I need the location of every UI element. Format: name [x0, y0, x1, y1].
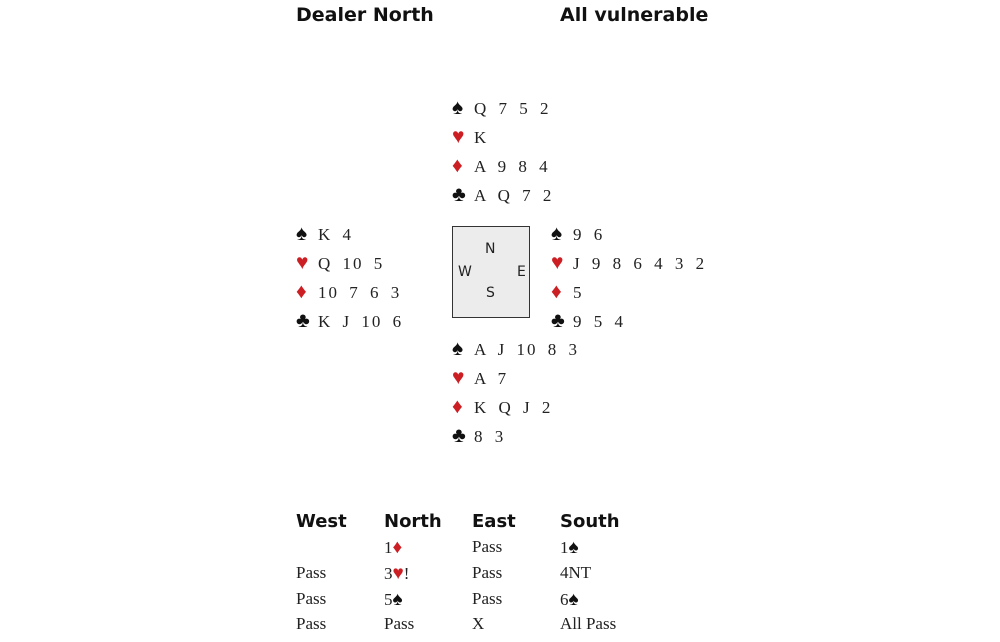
bid-south-4: [560, 614, 616, 634]
bid-text: Pass: [384, 614, 415, 633]
west-diamonds: [296, 278, 403, 307]
bid-south-1: [560, 537, 579, 559]
spade-icon: ♠: [392, 589, 403, 610]
south-clubs: [452, 422, 579, 451]
bid-text: Pass: [296, 589, 327, 608]
west-hand: [296, 220, 403, 336]
south-clubs-cards: 8 3: [474, 427, 506, 446]
heart-icon: ♥: [296, 250, 309, 274]
bid-west-3: [296, 589, 326, 609]
east-clubs: [551, 307, 706, 336]
auction-header-south: South: [560, 511, 620, 532]
bid-alert-mark: !: [403, 564, 410, 583]
east-hearts-cards: J 9 8 6 4 3 2: [573, 254, 707, 273]
compass-east: E: [517, 264, 526, 280]
bid-west-2: [296, 563, 326, 583]
north-hearts-cards: K: [474, 128, 489, 147]
heart-icon: ♥: [452, 124, 465, 148]
diamond-icon: ♦: [296, 279, 307, 303]
heart-icon: ♥: [551, 250, 564, 274]
club-icon: ♣: [452, 182, 466, 206]
diamond-icon: ♦: [452, 153, 463, 177]
bid-text: Pass: [296, 563, 327, 582]
spade-icon: ♠: [568, 537, 579, 558]
south-diamonds-cards: K Q J 2: [474, 398, 553, 417]
west-hearts: [296, 249, 403, 278]
east-diamonds: [551, 278, 706, 307]
east-spades-cards: 9 6: [573, 225, 605, 244]
bid-text: X: [472, 614, 485, 633]
bid-text: 1: [560, 538, 569, 557]
spade-icon: ♠: [551, 221, 563, 245]
west-clubs-cards: K J 10 6: [318, 312, 404, 331]
south-hearts-cards: A 7: [474, 369, 509, 388]
north-hand: [452, 94, 553, 210]
heart-icon: ♥: [452, 365, 465, 389]
bid-text: Pass: [472, 563, 503, 582]
spade-icon: ♠: [568, 589, 579, 610]
south-diamonds: [452, 393, 579, 422]
north-diamonds: [452, 152, 553, 181]
bid-text: 5: [384, 590, 393, 609]
north-diamonds-cards: A 9 8 4: [474, 157, 550, 176]
compass-south: S: [486, 285, 495, 301]
bid-text: 1: [384, 538, 393, 557]
auction-header-east: East: [472, 511, 516, 532]
dealer-label: Dealer North: [296, 4, 434, 26]
west-spades: [296, 220, 403, 249]
bid-east-4: [472, 614, 484, 634]
bid-text: Pass: [472, 589, 503, 608]
diamond-icon: ♦: [452, 394, 463, 418]
west-clubs: [296, 307, 403, 336]
auction-header-north: North: [384, 511, 442, 532]
compass-north: N: [485, 241, 496, 257]
spade-icon: ♠: [452, 336, 464, 360]
auction-header-west: West: [296, 511, 347, 532]
vulnerability-label: All vulnerable: [560, 4, 709, 26]
bid-south-2: [560, 563, 591, 583]
east-spades: [551, 220, 706, 249]
east-clubs-cards: 9 5 4: [573, 312, 625, 331]
bid-east-3: [472, 589, 502, 609]
bid-text: 6: [560, 590, 569, 609]
west-spades-cards: K 4: [318, 225, 354, 244]
east-hand: [551, 220, 706, 336]
spade-icon: ♠: [296, 221, 308, 245]
compass-west: W: [458, 264, 472, 280]
bid-text: All Pass: [560, 614, 617, 633]
bid-north-2: [384, 563, 409, 585]
west-diamonds-cards: 10 7 6 3: [318, 283, 402, 302]
east-hearts: [551, 249, 706, 278]
bid-text: 4NT: [560, 563, 592, 582]
south-hand: [452, 335, 579, 451]
bid-text: Pass: [296, 614, 327, 633]
bid-text: 3: [384, 564, 393, 583]
north-hearts: [452, 123, 553, 152]
compass-box: [452, 226, 530, 318]
east-diamonds-cards: 5: [573, 283, 584, 302]
south-spades: [452, 335, 579, 364]
north-spades-cards: Q 7 5 2: [474, 99, 551, 118]
north-spades: [452, 94, 553, 123]
bid-south-3: [560, 589, 579, 611]
west-hearts-cards: Q 10 5: [318, 254, 385, 273]
bid-west-4: [296, 614, 326, 634]
club-icon: ♣: [296, 308, 310, 332]
heart-icon: ♥: [392, 563, 404, 584]
club-icon: ♣: [551, 308, 565, 332]
spade-icon: ♠: [452, 95, 464, 119]
bid-north-4: [384, 614, 414, 634]
bid-east-1: [472, 537, 502, 557]
diamond-icon: ♦: [392, 537, 403, 558]
north-clubs: [452, 181, 553, 210]
diamond-icon: ♦: [551, 279, 562, 303]
bid-north-3: [384, 589, 403, 611]
north-clubs-cards: A Q 7 2: [474, 186, 554, 205]
bid-text: Pass: [472, 537, 503, 556]
south-hearts: [452, 364, 579, 393]
bid-north-1: [384, 537, 402, 559]
bid-east-2: [472, 563, 502, 583]
club-icon: ♣: [452, 423, 466, 447]
south-spades-cards: A J 10 8 3: [474, 340, 579, 359]
